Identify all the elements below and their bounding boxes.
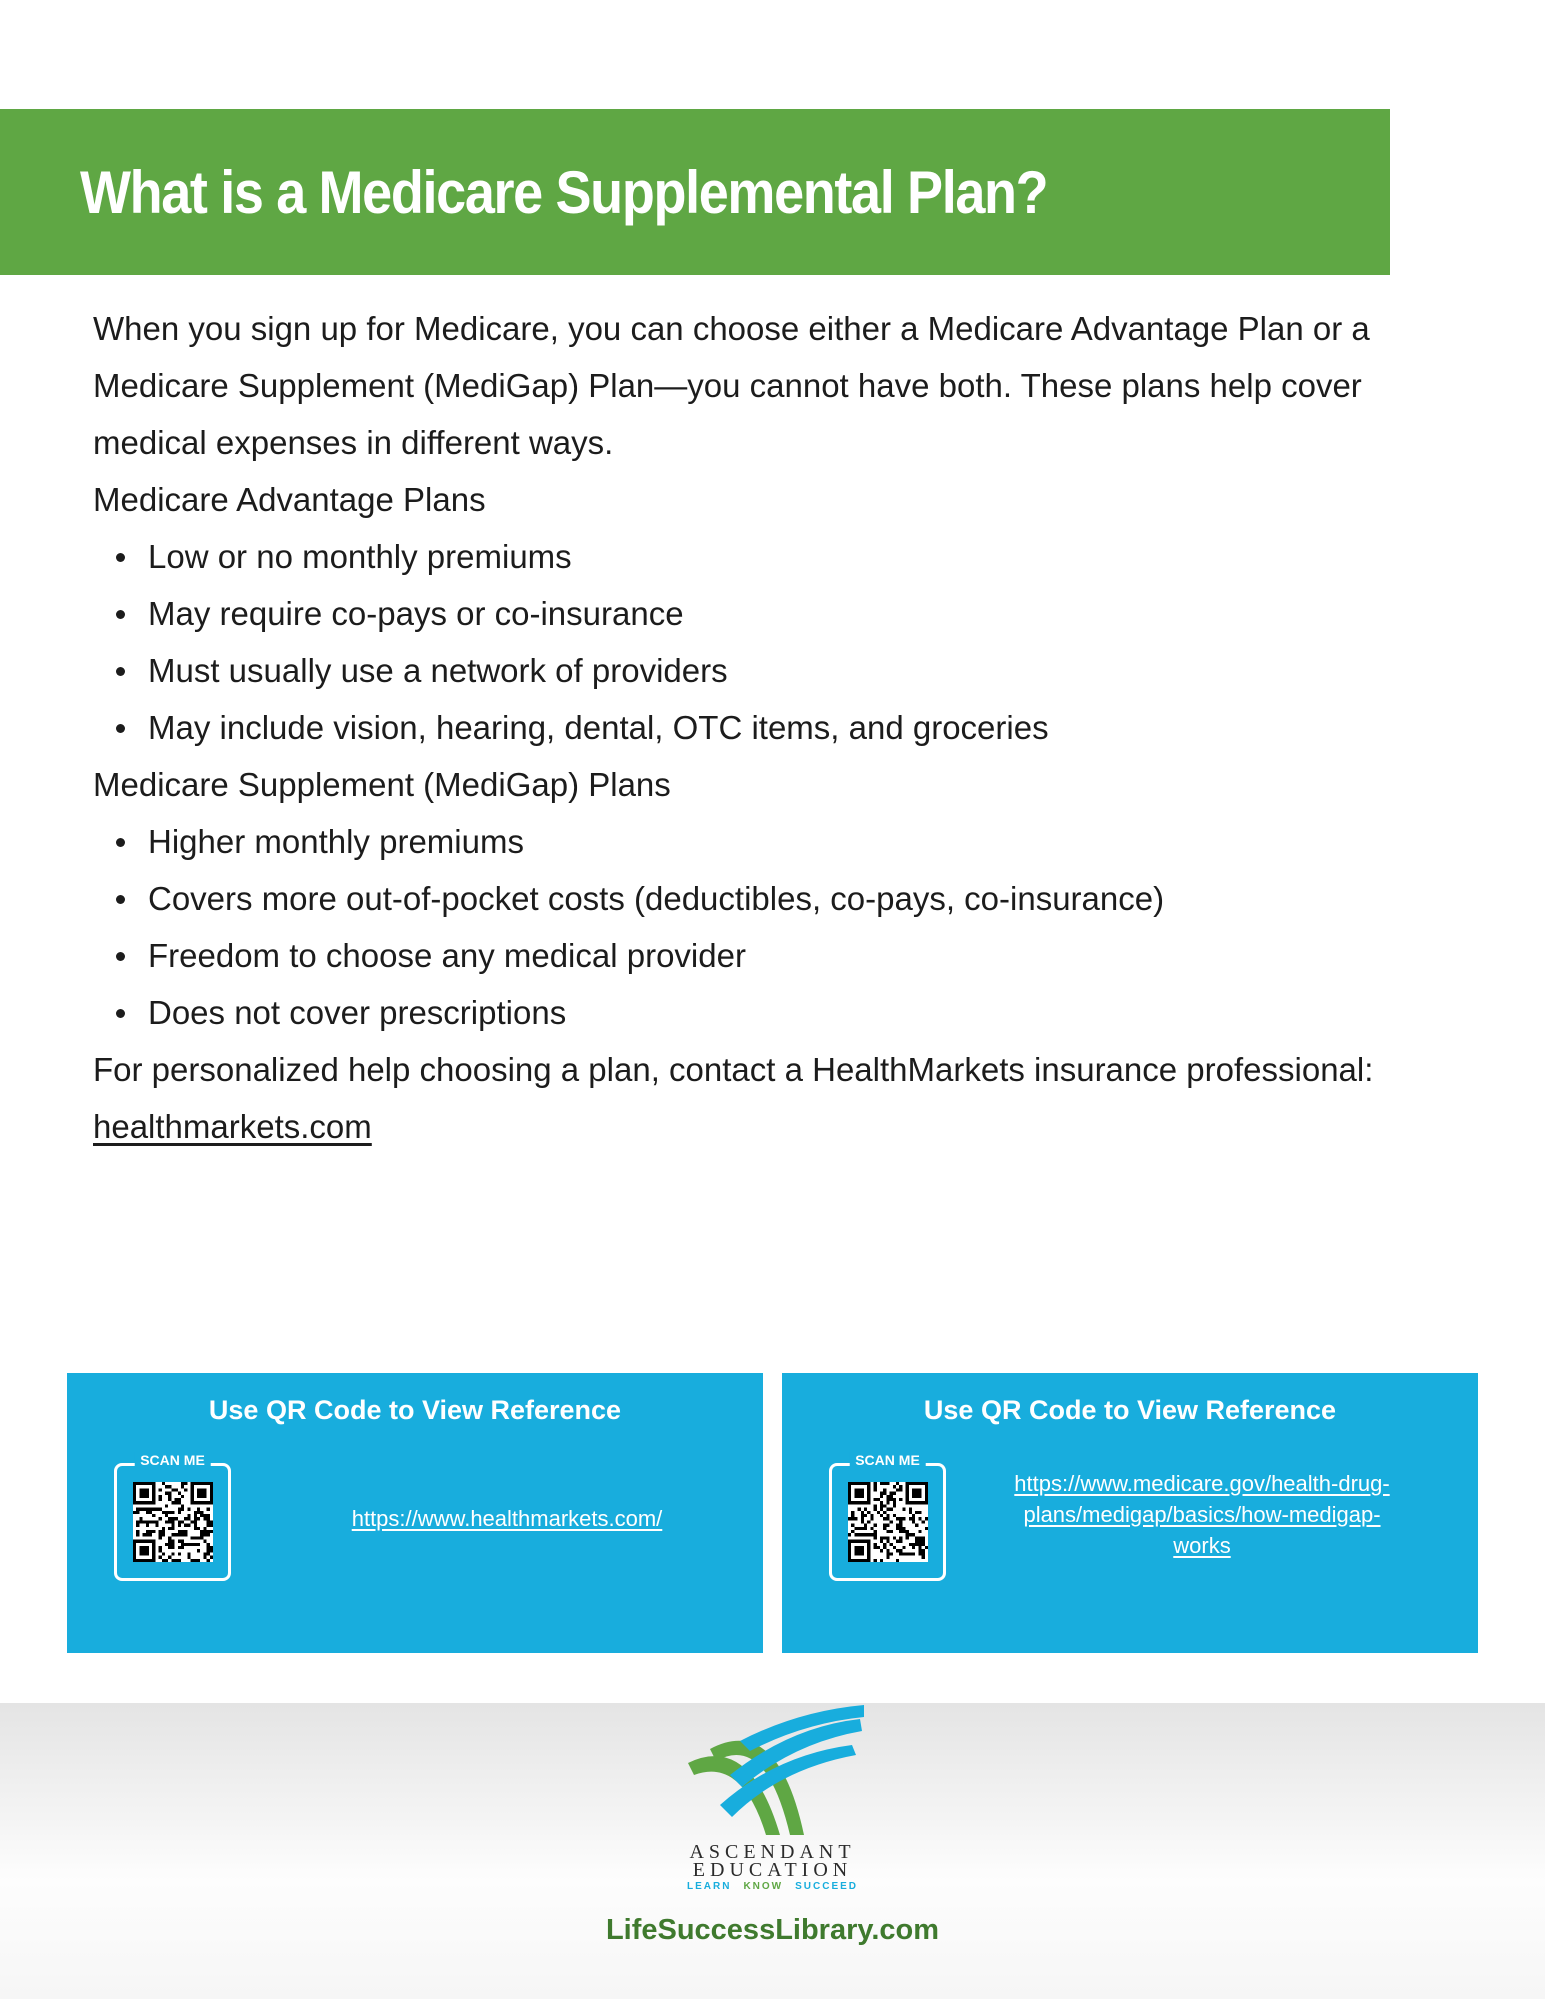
main-content (93, 300, 1493, 1155)
supplement-heading: Medicare Supplement (MediGap) Plans (93, 766, 671, 803)
page-title: What is a Medicare Supplemental Plan? (80, 158, 1048, 226)
intro-paragraph: When you sign up for Medicare, you can choose either a Medicare Advantage Plan or a Medicare Supplement (MediGap) Plan—you cannot have both. These plans help cover medical expenses in different ways. (93, 310, 1370, 461)
list-item: May require co-pays or co-insurance (148, 585, 1493, 642)
qr-frame (829, 1452, 946, 1581)
contact-text: For personalized help choosing a plan, contact a HealthMarkets insurance professional: (93, 1051, 1374, 1088)
reference-url-link[interactable]: https://www.healthmarkets.com/ (351, 1506, 663, 1531)
supplement-list (93, 813, 1493, 1041)
tagline-succeed: SUCCEED (795, 1881, 859, 1892)
advantage-heading: Medicare Advantage Plans (93, 481, 486, 518)
reference-title: Use QR Code to View Reference (923, 1395, 1337, 1425)
qr-frame (114, 1452, 231, 1581)
list-item: Low or no monthly premiums (148, 528, 1493, 585)
list-item: Covers more out-of-pocket costs (deductibles, co-pays, co-insurance) (148, 870, 1493, 927)
qr-code-icon[interactable] (848, 1482, 928, 1562)
healthmarkets-link[interactable]: healthmarkets.com (93, 1108, 372, 1145)
reference-panel-medicare (782, 1373, 1478, 1653)
list-item: Does not cover prescriptions (148, 984, 1493, 1041)
footer-site-url[interactable]: LifeSuccessLibrary.com (605, 1914, 940, 1946)
list-item: May include vision, hearing, dental, OTC items, and groceries (148, 699, 1493, 756)
ascendant-logo-icon (680, 1705, 865, 1835)
reference-url-link[interactable]: https://www.medicare.gov/health-drug-plans/medigap/basics/how-medigap-works (1014, 1471, 1390, 1558)
reference-title: Use QR Code to View Reference (208, 1395, 622, 1425)
logo-tagline (0, 1881, 1545, 1892)
reference-panel-healthmarkets (67, 1373, 763, 1653)
list-item: Freedom to choose any medical provider (148, 927, 1493, 984)
scan-me-label: SCAN ME (849, 1452, 926, 1468)
list-item: Higher monthly premiums (148, 813, 1493, 870)
list-item: Must usually use a network of providers (148, 642, 1493, 699)
logo-word-ascendant: ASCENDANT (689, 1841, 856, 1863)
tagline-know: KNOW (743, 1881, 784, 1892)
contact-paragraph (93, 1041, 1493, 1155)
advantage-list (93, 528, 1493, 756)
tagline-learn: LEARN (686, 1881, 732, 1892)
qr-code-icon[interactable] (133, 1482, 213, 1562)
footer (0, 1703, 1545, 1999)
title-banner (0, 109, 1390, 275)
scan-me-label: SCAN ME (134, 1452, 211, 1468)
logo-word-education: EDUCATION (692, 1859, 853, 1881)
